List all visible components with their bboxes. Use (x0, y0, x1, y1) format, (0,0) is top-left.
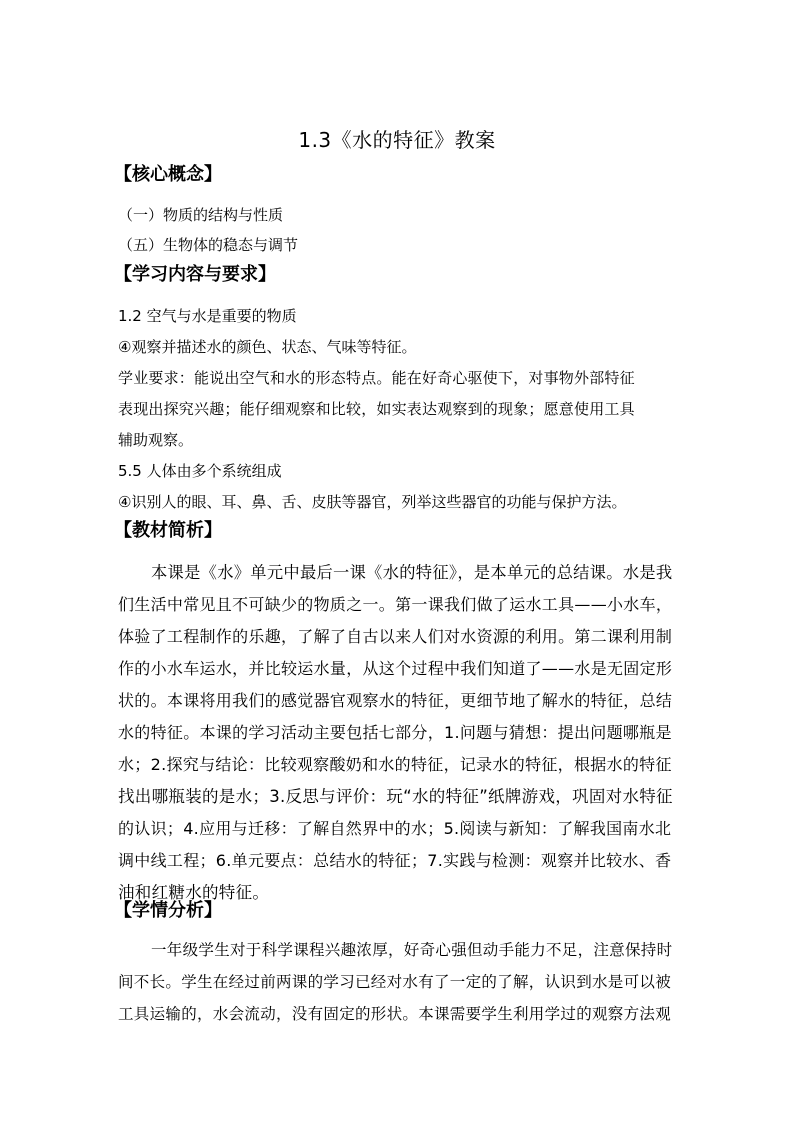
paragraph-line: 工具运输的，水会流动，没有固定的形状。本课需要学生利用学过的观察方法观 (118, 1005, 672, 1023)
paragraph-line: 状的。本课将用我们的感觉器官观察水的特征，更细节地了解水的特征，总结 (118, 691, 673, 710)
paragraph-line: 本课是《水》单元中最后一课《水的特征》，是本单元的总结课。水是我 (151, 563, 673, 582)
paragraph-line: 体验了工程制作的乐趣，了解了自古以来人们对水资源的利用。第二课利用制 (118, 627, 673, 646)
core-concept-item: （五）生物体的稳态与调节 (118, 236, 299, 254)
paragraph-line: 调中线工程；6.单元要点：总结水的特征；7.实践与检测：观察并比较水、香 (118, 851, 672, 870)
requirement-line: 1.2 空气与水是重要的物质 (118, 307, 297, 325)
requirement-line: 学业要求：能说出空气和水的形态特点。能在好奇心驱使下，对事物外部特征 (118, 369, 635, 387)
requirement-line: 5.5 人体由多个系统组成 (118, 462, 282, 480)
requirement-line: 表现出探究兴趣；能仔细观察和比较，如实表达观察到的现象；愿意使用工具 (118, 400, 635, 418)
core-concept-item: （一）物质的结构与性质 (118, 206, 284, 224)
paragraph-line: 间不长。学生在经过前两课的学习已经对水有了一定的了解，认识到水是可以被 (118, 973, 672, 991)
section-heading-core-concepts: 【核心概念】 (114, 164, 222, 185)
paragraph-line: 作的小水车运水，并比较运水量，从这个过程中我们知道了——水是无固定形 (118, 659, 673, 678)
paragraph-line: 找出哪瓶装的是水；3.反思与评价：玩“水的特征”纸牌游戏，巩固对水特征 (118, 787, 673, 806)
section-heading-student-analysis: 【学情分析】 (114, 900, 222, 921)
section-heading-learning-requirements: 【学习内容与要求】 (114, 264, 276, 285)
requirement-line: 辅助观察。 (118, 431, 194, 449)
requirement-line: ④识别人的眼、耳、鼻、舌、皮肤等器官，列举这些器官的功能与保护方法。 (118, 493, 627, 511)
section-heading-textbook-analysis: 【教材简析】 (114, 520, 222, 541)
requirement-line: ④观察并描述水的颜色、状态、气味等特征。 (118, 338, 417, 356)
paragraph-line: 水的特征。本课的学习活动主要包括七部分，1.问题与猜想：提出问题哪瓶是 (118, 723, 672, 742)
paragraph-line: 的认识；4.应用与迁移：了解自然界中的水；5.阅读与新知：了解我国南水北 (118, 819, 672, 838)
paragraph-line: 一年级学生对于科学课程兴趣浓厚，好奇心强但动手能力不足，注意保持时 (151, 941, 673, 959)
paragraph-line: 油和红糖水的特征。 (118, 883, 270, 902)
document-title: 1.3《水的特征》教案 (298, 128, 496, 152)
paragraph-line: 水；2.探究与结论：比较观察酸奶和水的特征，记录水的特征，根据水的特征 (118, 755, 672, 774)
paragraph-line: 们生活中常见且不可缺少的物质之一。第一课我们做了运水工具——小水车， (118, 595, 673, 614)
